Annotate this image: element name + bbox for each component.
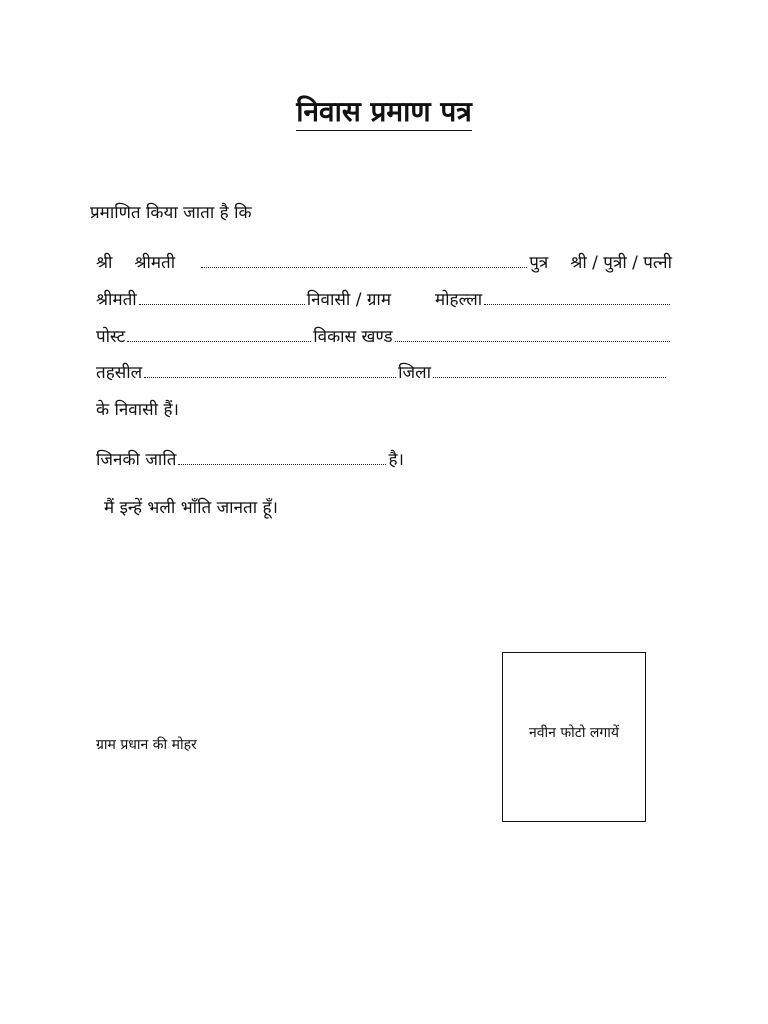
line-parent xyxy=(96,287,672,310)
seal-label: ग्राम प्रधान की मोहर xyxy=(96,737,197,753)
name-field[interactable] xyxy=(201,266,527,268)
post-label: पोस्ट xyxy=(96,327,126,347)
relation-label: श्री / पुत्री / पत्नी xyxy=(570,253,672,273)
vikas-khand-field[interactable] xyxy=(395,340,670,342)
line-post xyxy=(96,324,672,347)
post-field[interactable] xyxy=(127,340,311,342)
know-statement: मैं इन्हें भली भाँति जानता हूँ। xyxy=(104,498,278,518)
photo-label: नवीन फोटो लगायें xyxy=(528,725,620,741)
tehsil-label: तहसील xyxy=(96,363,143,383)
title-text: निवास प्रमाण पत्र xyxy=(296,95,472,131)
line-name xyxy=(96,250,672,273)
mohalla-field[interactable] xyxy=(484,303,670,305)
caste-suffix: है। xyxy=(388,450,404,470)
mohalla-label: मोहल्ला xyxy=(434,290,483,310)
vikas-khand-label: विकास खण्ड xyxy=(313,327,393,347)
parent-name-field[interactable] xyxy=(139,303,305,305)
jila-field[interactable] xyxy=(433,376,666,378)
caste-label: जिनकी जाति xyxy=(96,450,177,470)
shrimati-label: श्रीमती xyxy=(134,253,176,273)
line-tehsil xyxy=(96,360,668,383)
caste-field[interactable] xyxy=(178,464,386,465)
resident-of-text: के निवासी हैं। xyxy=(96,400,179,420)
caste-line xyxy=(96,447,404,470)
niwasi-gram-label: निवासी / ग्राम xyxy=(306,290,391,310)
page-title xyxy=(0,92,768,130)
shri-label: श्री xyxy=(96,253,113,273)
photo-box[interactable] xyxy=(502,652,646,822)
putra-label: पुत्र xyxy=(529,253,549,273)
tehsil-field[interactable] xyxy=(144,376,396,378)
shrimati-label-2: श्रीमती xyxy=(96,290,137,310)
jila-label: जिला xyxy=(398,363,432,383)
intro-text: प्रमाणित किया जाता है कि xyxy=(90,203,252,223)
